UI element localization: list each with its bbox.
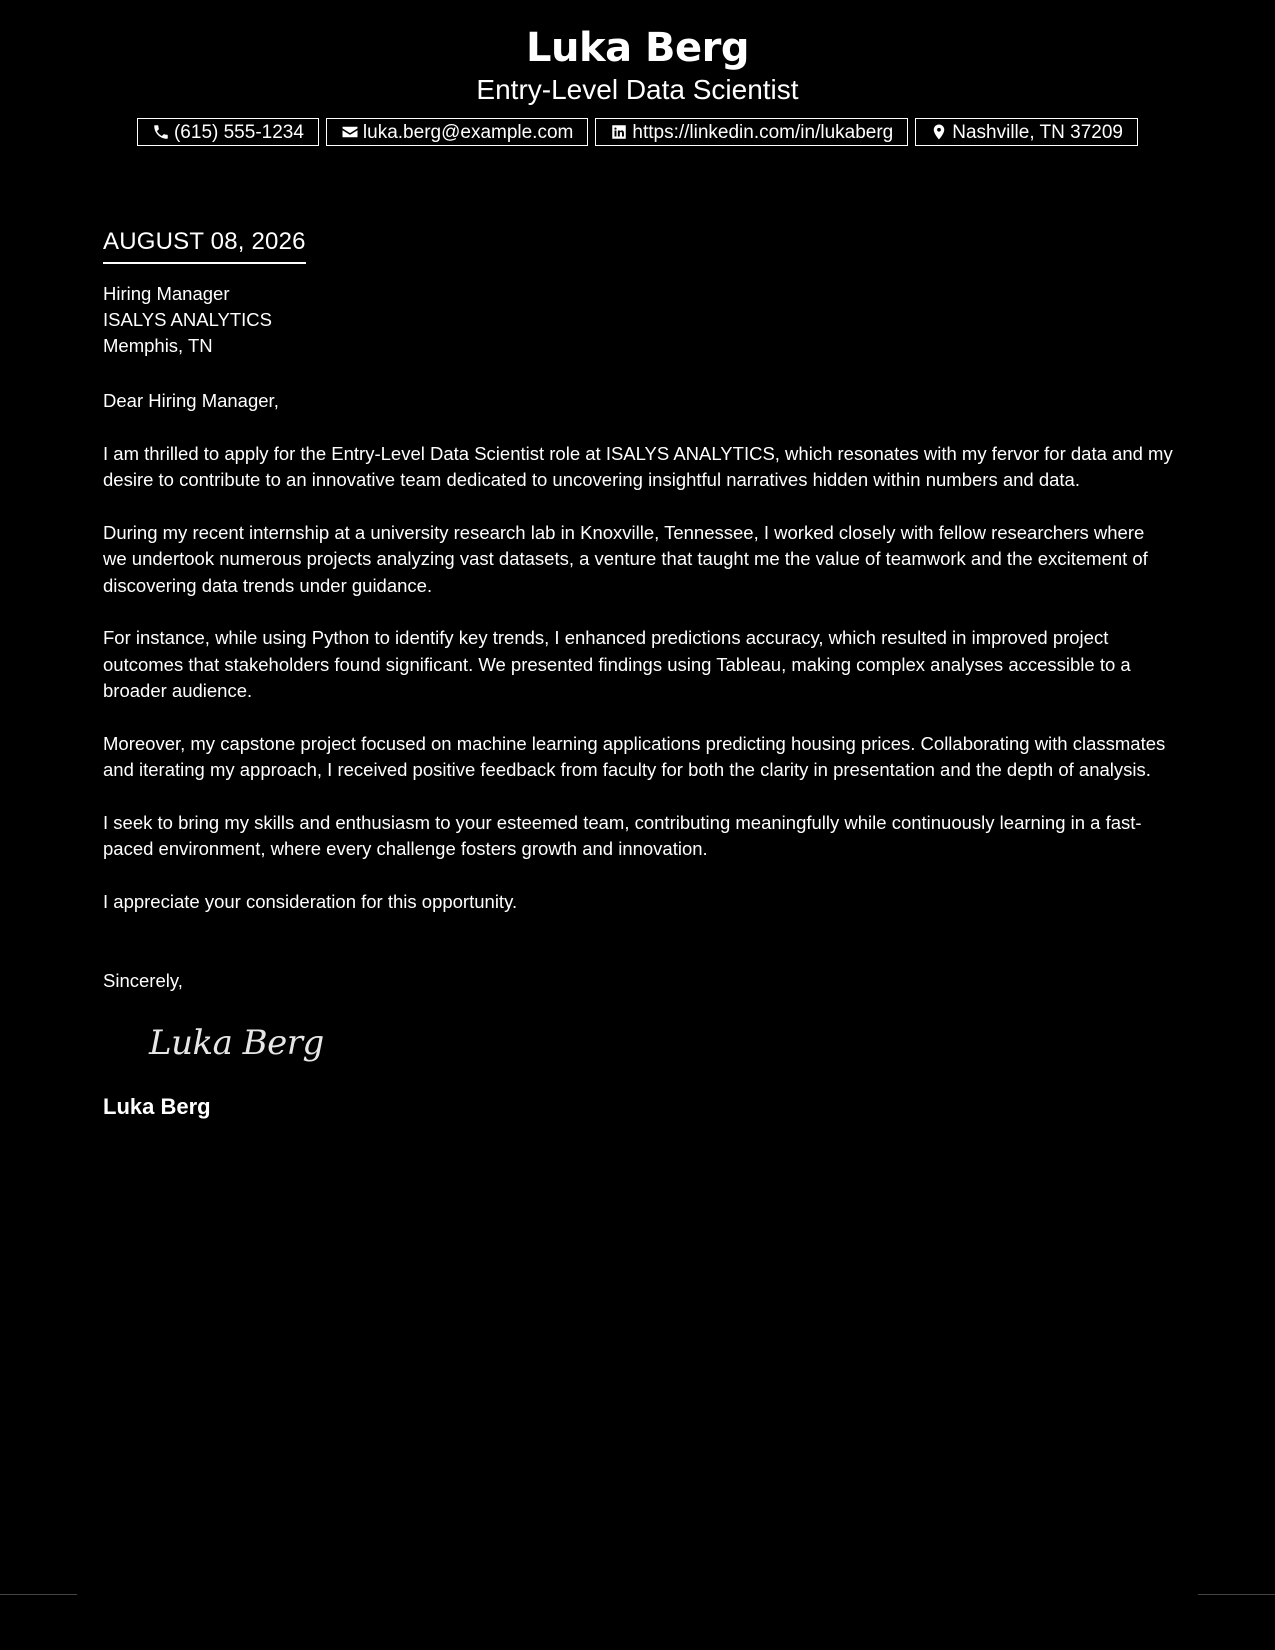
contact-email-text: luka.berg@example.com [362, 121, 574, 143]
footer-divider-right [1198, 1594, 1275, 1595]
contact-linkedin[interactable] [595, 118, 908, 146]
applicant-name: Luka Berg [526, 25, 749, 71]
recipient-location: Memphis, TN [103, 335, 213, 356]
body-paragraph-3: For instance, while using Python to identify key trends, I enhanced predictions accuracy, which resulted in improved project outcomes that stakeholders found significant. We presented findings using Tableau, making complex analyses accessible to a broader audience. [103, 627, 1131, 701]
envelope-icon [341, 123, 359, 141]
recipient-title: Hiring Manager [103, 283, 230, 304]
closing: Sincerely, [103, 970, 183, 991]
signer-name: Luka Berg [103, 1093, 211, 1119]
body-paragraph-5: I seek to bring my skills and enthusiasm to your esteemed team, contributing meaningfully while continuously learning in a fast-paced environment, where every challenge fosters growth and innovation. [103, 811, 1142, 859]
map-pin-icon [930, 123, 948, 141]
contact-phone[interactable] [137, 118, 319, 146]
body-paragraph-6: I appreciate your consideration for this opportunity. [103, 890, 518, 912]
contact-phone-text: (615) 555-1234 [173, 121, 304, 143]
contact-linkedin-text: https://linkedin.com/in/lukaberg [632, 121, 894, 143]
contact-bar [0, 118, 1275, 146]
linkedin-icon [610, 123, 628, 141]
recipient-company: ISALYS ANALYTICS [103, 309, 272, 330]
body-paragraph-2: During my recent internship at a university research lab in Knoxville, Tennessee, I worked closely with fellow researchers where we undertook numerous projects analyzing vast datasets, a venture that taught me the value of teamwork and the excitement of discovering data trends under guidance. [103, 521, 1148, 596]
letter-header [0, 22, 1275, 146]
letter-body [103, 226, 1173, 1121]
contact-email[interactable] [326, 118, 588, 146]
footer-divider-left [0, 1594, 77, 1595]
salutation: Dear Hiring Manager, [103, 390, 279, 411]
body-paragraph-1: I am thrilled to apply for the Entry-Level Data Scientist role at ISALYS ANALYTICS, which resonates with my fervor for data and my desire to contribute to an innovative team dedicated to uncovering insightful narratives hidden within numbers and data. [103, 442, 1173, 490]
handwritten-signature: Luka Berg [149, 1022, 324, 1063]
contact-location[interactable] [915, 118, 1138, 146]
phone-icon [152, 123, 170, 141]
job-title: Entry-Level Data Scientist [476, 74, 799, 105]
body-paragraph-4: Moreover, my capstone project focused on machine learning applications predicting housing prices. Collaborating with classmates and iterating my approach, I received positive feedback from faculty for both the clarity in presentation and the depth of analysis. [103, 732, 1166, 780]
letter-date: AUGUST 08, 2026 [103, 226, 306, 264]
recipient-block [103, 281, 1173, 359]
contact-location-text: Nashville, TN 37209 [952, 121, 1123, 143]
